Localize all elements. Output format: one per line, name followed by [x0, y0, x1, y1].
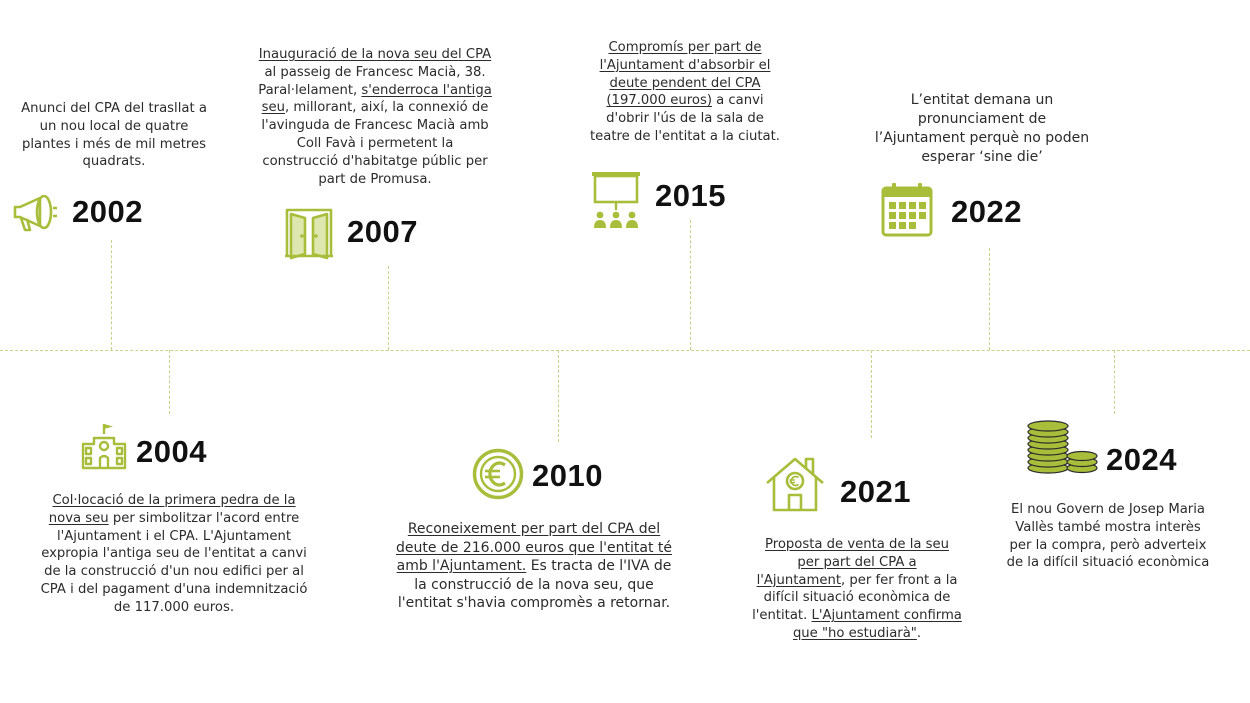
event-2004-text — [36, 492, 312, 617]
presentation-audience-icon — [590, 170, 642, 230]
school-building-icon — [80, 422, 128, 470]
timeline-axis — [0, 350, 1250, 351]
event-2007-plain-1: al passeig de Francesc Macià, 38. Paral·lelament, — [258, 64, 486, 98]
event-2021-plain-1: , per fer front a la difícil situació econòmica de l'entitat. — [752, 572, 958, 624]
connector-2007 — [388, 266, 389, 350]
megaphone-icon — [10, 192, 60, 236]
event-2021-underlined-2: L'Ajuntament confirma que "ho estudiarà" — [792, 608, 962, 641]
coin-stack-icon — [1026, 418, 1100, 474]
event-2015-underlined-1: Compromís per part de l'Ajuntament d'absorbir el deute pendent del CPA (197.000 euros) — [599, 40, 771, 109]
open-door-icon — [283, 206, 335, 260]
event-2021-underlined-1: Proposta de venta de la seu per part del CPA a l'Ajuntament — [756, 537, 950, 588]
event-2015-plain-1: a canvi d'obrir l'ús de la sala de teatre de l'entitat a la ciutat. — [590, 93, 780, 144]
event-2004-year: 2004 — [136, 434, 207, 469]
event-2004-plain-1: per simbolitzar l'acord entre l'Ajuntament i el CPA. L'Ajuntament expropia l'antiga seu de l'entitat a canvi de la construcció d'un nou edifici per al CPA i del pagament d'una indemnització de 117.000 euros. — [40, 510, 308, 615]
event-2024-year: 2024 — [1106, 442, 1177, 477]
event-2010-plain-1: Es tracta de l'IVA de la construcció de la nova seu, que l'entitat s'havia compromès a retornar. — [397, 558, 672, 612]
event-2002-text: Anunci del CPA del trasllat a un nou local de quatre plantes i més de mil metres quadrats. — [21, 101, 207, 170]
event-2007-text — [257, 46, 493, 188]
event-2002-year: 2002 — [72, 194, 143, 229]
event-2015-year: 2015 — [655, 178, 726, 213]
connector-2004 — [169, 350, 170, 414]
house-euro-icon — [764, 455, 826, 513]
euro-coin-icon — [472, 448, 524, 500]
event-2022-text: L’entitat demana un pronunciament de l’Ajuntament perquè no poden esperar ‘sine die’ — [874, 92, 1090, 165]
event-2004-underlined-1: Col·locació de la primera pedra de la nova seu — [48, 493, 296, 526]
event-2022-year: 2022 — [951, 194, 1022, 229]
event-2007-year: 2007 — [347, 214, 418, 249]
connector-2022 — [989, 248, 990, 350]
event-2010-underlined-1: Reconeixement per part del CPA del deute de 216.000 euros que l'entitat té amb l'Ajuntament. — [395, 521, 672, 575]
event-2021-text — [752, 536, 962, 643]
connector-2002 — [111, 240, 112, 350]
event-2021-plain-2: . — [916, 625, 922, 641]
event-2021-year: 2021 — [840, 474, 911, 509]
event-2024-text: El nou Govern de Josep Maria Vallès també mostra interès per la compra, però adverteix de la difícil situació econòmica — [1006, 502, 1210, 571]
event-2007-underlined-2: s'enderroca l'antiga seu — [261, 82, 492, 116]
connector-2024 — [1114, 350, 1115, 414]
event-2010-text — [393, 520, 675, 613]
connector-2021 — [871, 350, 872, 438]
event-2007-plain-2: , millorant, així, la connexió de l'avinguda de Francesc Macià amb Coll Favà i permetent la construcció d'habitatge públic per part de Promusa. — [261, 100, 489, 187]
connector-2015 — [690, 220, 691, 350]
event-2010-year: 2010 — [532, 458, 603, 493]
connector-2010 — [558, 350, 559, 442]
calendar-icon — [880, 182, 934, 238]
event-2007-underlined-1: Inauguració de la nova seu del CPA — [258, 47, 492, 62]
event-2015-text — [586, 39, 784, 146]
